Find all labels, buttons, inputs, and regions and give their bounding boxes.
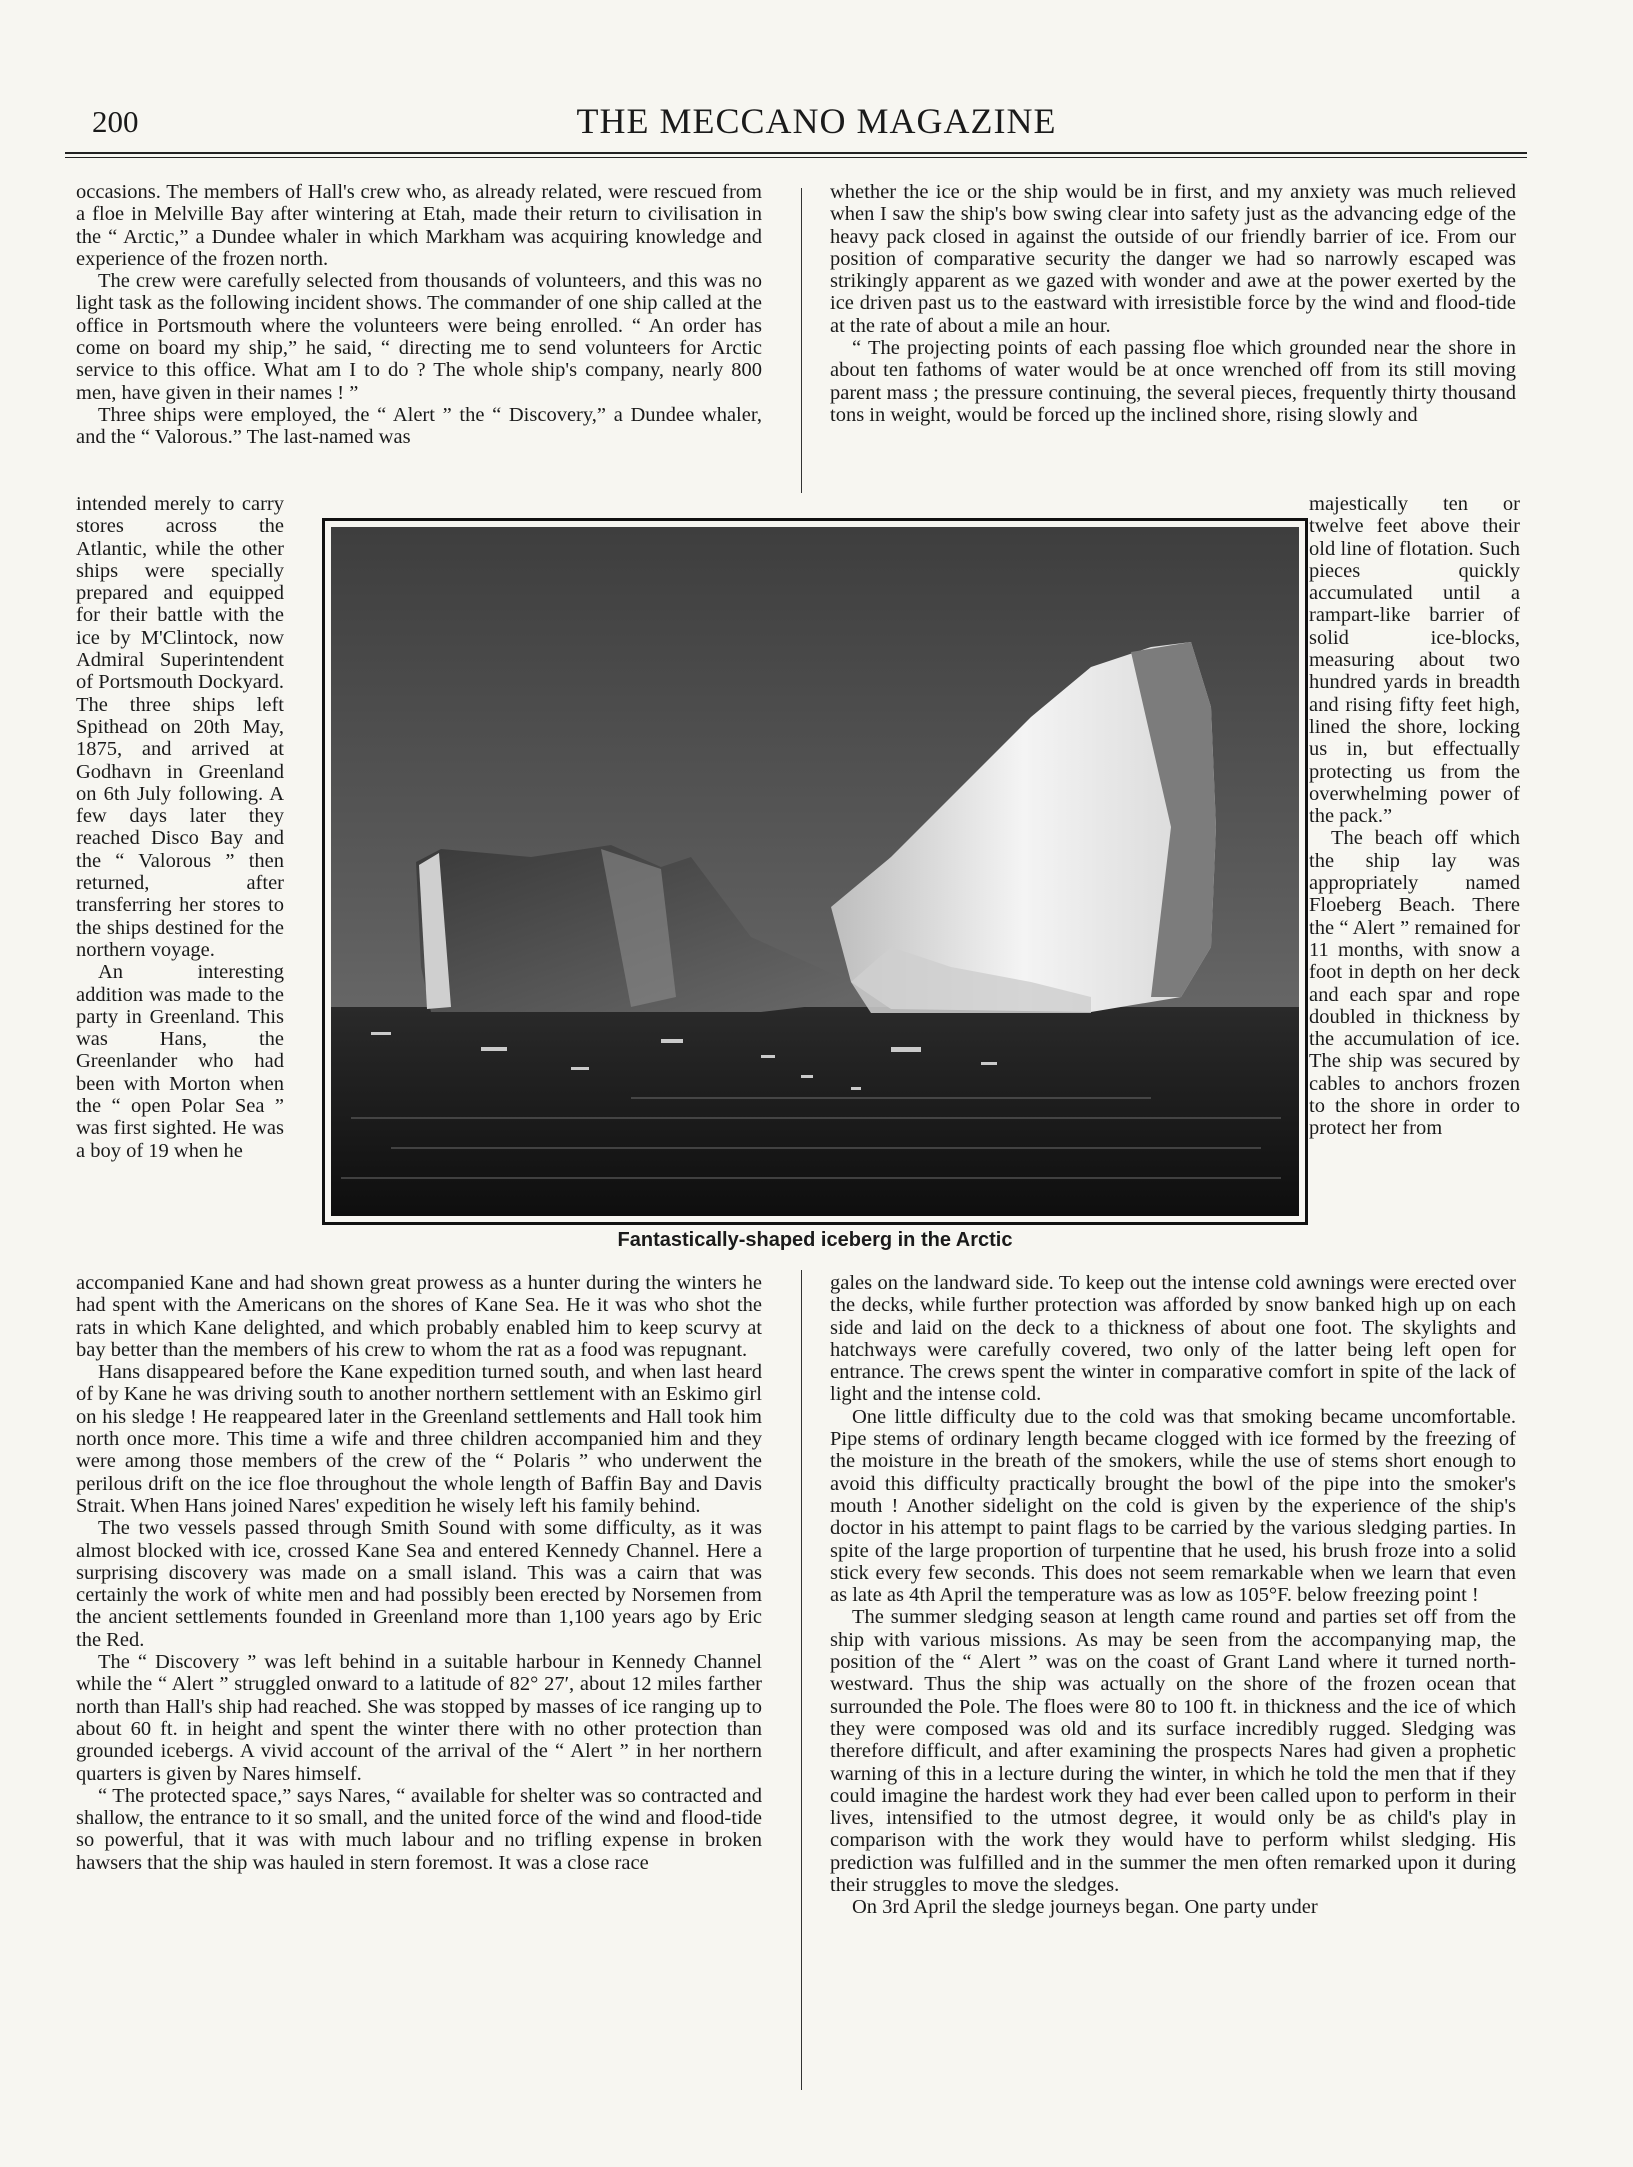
figure-caption: Fantastically-shaped iceberg in the Arctic bbox=[617, 1229, 1013, 1251]
sea bbox=[331, 1007, 1299, 1216]
paragraph: The “ Discovery ” was left behind in a suitable harbour in Kennedy Channel while the “ Alert ” struggled onward to a latitude of 82° 27′, about 12 miles farther north than Hall's ship had reached. She was stopped by masses of ice ranging up to about 60 ft. in height and spent the winter there with no other protection than grounded icebergs. A vivid account of the arrival of the “ Alert ” in her northern quarters is given by Nares himself. bbox=[76, 1651, 762, 1785]
iceberg-photo bbox=[322, 518, 1308, 1225]
paragraph: On 3rd April the sledge journeys began. One party under bbox=[852, 1896, 1318, 1919]
page-header bbox=[0, 100, 1633, 150]
header-rule-thin bbox=[65, 157, 1527, 158]
paragraph: gales on the landward side. To keep out the intense cold awnings were erected over the decks, while further protection was afforded by snow banked high up on each side and laid on the deck to a thickness of about one foot. The skylights and hatchways were carefully covered, two only of the latter being left open for entrance. The crews spent the winter in comparative comfort in spite of the lack of light and the intense cold. bbox=[830, 1272, 1516, 1406]
paragraph: The two vessels passed through Smith Sound with some difficulty, as it was almost blocked with ice, crossed Kane Sea and entered Kennedy Channel. Here a surprising discovery was made on a small island. This was a cairn that was certainly the work of white men and had possibly been erected by Norsemen from the ancient settlements founded in Greenland more than 1,100 years ago by Eric the Red. bbox=[76, 1517, 762, 1651]
paragraph: The summer sledging season at length came round and parties set off from the ship with various missions. As may be seen from the accompanying map, the position of the “ Alert ” was on the coast of Grant Land where it turned north-westward. Thus the ship was actually on the shore of the frozen ocean that surrounded the Pole. The floes were 80 to 100 ft. in thickness and the ice of which they were composed was old and its surface incredibly rugged. Sledging was therefore difficult, and after examining the prospects Nares had given a prophetic warning of this in a lecture during the winter, in which he told the men that if they could imagine the hardest work they had ever been called upon to perform in their lives, intensified to the utmost degree, it would only be as child's play in comparison with the work they would have to perform whilst sledging. His prediction was fulfilled and in the summer the men often remarked upon it during their struggles to move the sledges. bbox=[830, 1606, 1516, 1897]
paragraph: Hans disappeared before the Kane expedition turned south, and when last heard of by Kane he was driving south to another northern settlement with an Eskimo girl on his sledge ! He reappeared later in the Greenland settlements and Hall took him north once more. This time a wife and three children accompanied him and they were among those members of the crew of the “ Polaris ” who underwent the perilous drift on the ice floe throughout the whole length of Baffin Bay and Davis Strait. When Hans joined Nares' expedition he wisely left his family behind. bbox=[76, 1361, 762, 1517]
paragraph: Three ships were employed, the “ Alert ” the “ Discovery,” a Dundee whaler, and the “ Valorous.” The last-named was bbox=[76, 403, 762, 449]
paragraph: intended merely to carry stores across the Atlantic, while the other ships were specially prepared and equipped for their battle with the ice by M'Clintock, now Admiral Superintendent of Portsmouth Dockyard. The three ships left Spithead on 20th May, 1875, and arrived at Godhavn in Greenland on 6th July following. A few days later they reached Disco Bay and the “ Valorous ” then returned, after transferring her stores to the ships destined for the northern voyage. bbox=[76, 493, 284, 961]
column-divider-bottom bbox=[801, 1270, 802, 2090]
right-column-top bbox=[830, 181, 1516, 426]
paragraph: An interesting addition was made to the party in Greenland. This was Hans, the Greenlander who had been with Morton when the “ open Polar Sea ” was first sighted. He was a boy of 19 when he bbox=[76, 961, 284, 1162]
column-divider-top bbox=[801, 188, 802, 493]
paragraph: accompanied Kane and had shown great prowess as a hunter during the winters he had spent with the Americans on the shores of Kane Sea. He it was who shot the rats in which Kane delighted, and which probably enabled him to keep scurvy at bay better than the members of his crew to whom the rat as a food was repugnant. bbox=[76, 1272, 762, 1361]
paragraph: whether the ice or the ship would be in first, and my anxiety was much relieved when I saw the ship's bow swing clear into safety just as the advancing edge of the heavy pack closed in against the outside of our friendly barrier of ice. From our position of comparative security the danger we had so narrowly escaped was strikingly apparent as we gazed with wonder and awe at the power exerted by the ice driven past us to the eastward with irresistible force by the wind and flood-tide at the rate of about a mile an hour. bbox=[830, 181, 1516, 337]
paragraph: The crew were carefully selected from thousands of volunteers, and this was no light task as the following incident shows. The commander of one ship called at the office in Portsmouth where the volunteers were being enrolled. “ An order has come on board my ship,” he said, “ directing me to send volunteers for Arctic service to this office. What am I to do ? The whole ship's company, nearly 800 men, have given in their names ! ” bbox=[76, 270, 762, 404]
paragraph: occasions. The members of Hall's crew who, as already related, were rescued from a floe in Melville Bay after wintering at Etah, made their return to civilisation in the “ Arctic,” a Dundee whaler in which Markham was acquiring knowledge and experience of the frozen north. bbox=[76, 181, 762, 270]
magazine-title: THE MECCANO MAGAZINE bbox=[576, 101, 1057, 141]
right-column-narrow bbox=[1309, 493, 1520, 1140]
page-number: 200 bbox=[92, 104, 139, 139]
paragraph: majestically ten or twelve feet above their old line of flotation. Such pieces quickly accumulated until a rampart-like barrier of solid ice-blocks, measuring about two hundred yards in breadth and rising fifty feet high, lined the shore, locking us in, but effectually protecting us from the overwhelming power of the pack.” bbox=[1309, 493, 1520, 828]
left-column-top bbox=[76, 181, 762, 449]
paragraph: “ The protected space,” says Nares, “ available for shelter was so contracted and shallow, the entrance to it so small, and the united force of the wind and flood-tide so powerful, that it was with much labour and no trifling expense in broken hawsers that the ship was hauled in stern foremost. It was a close race bbox=[76, 1784, 762, 1874]
iceberg-illustration bbox=[331, 527, 1299, 1216]
paragraph: One little difficulty due to the cold was that smoking became uncomfortable. Pipe stems of ordinary length became clogged with ice formed by the freezing of the moisture in the breath of the smokers, while the use of stems short enough to avoid this difficulty practically brought the bowl of the pipe into the smoker's mouth ! Another sidelight on the cold is given by the experience of the ship's doctor in his attempt to paint flags to be carried by the various sledging parties. In spite of the large proportion of turpentine that he used, his brush froze into a solid stick every few seconds. This does not seem remarkable when we learn that even as late as 4th April the temperature was as low as 105°F. below freezing point ! bbox=[830, 1405, 1516, 1607]
left-column-bottom bbox=[76, 1272, 762, 1874]
header-rule bbox=[65, 152, 1527, 154]
paragraph: The beach off which the ship lay was appropriately named Floeberg Beach. There the “ Alert ” remained for 11 months, with snow a foot in depth on her deck and each spar and rope doubled in thickness by the accumulation of ice. The ship was secured by cables to anchors frozen to the shore in order to protect her from bbox=[1309, 827, 1520, 1140]
right-column-bottom bbox=[830, 1272, 1516, 1919]
left-column-narrow bbox=[76, 493, 284, 1162]
paragraph: “ The projecting points of each passing floe which grounded near the shore in about ten fathoms of water would be at once wrenched off from its still moving parent mass ; the pressure continuing, the several pieces, frequently thirty thousand tons in weight, would be forced up the inclined shore, rising slowly and bbox=[830, 337, 1516, 426]
